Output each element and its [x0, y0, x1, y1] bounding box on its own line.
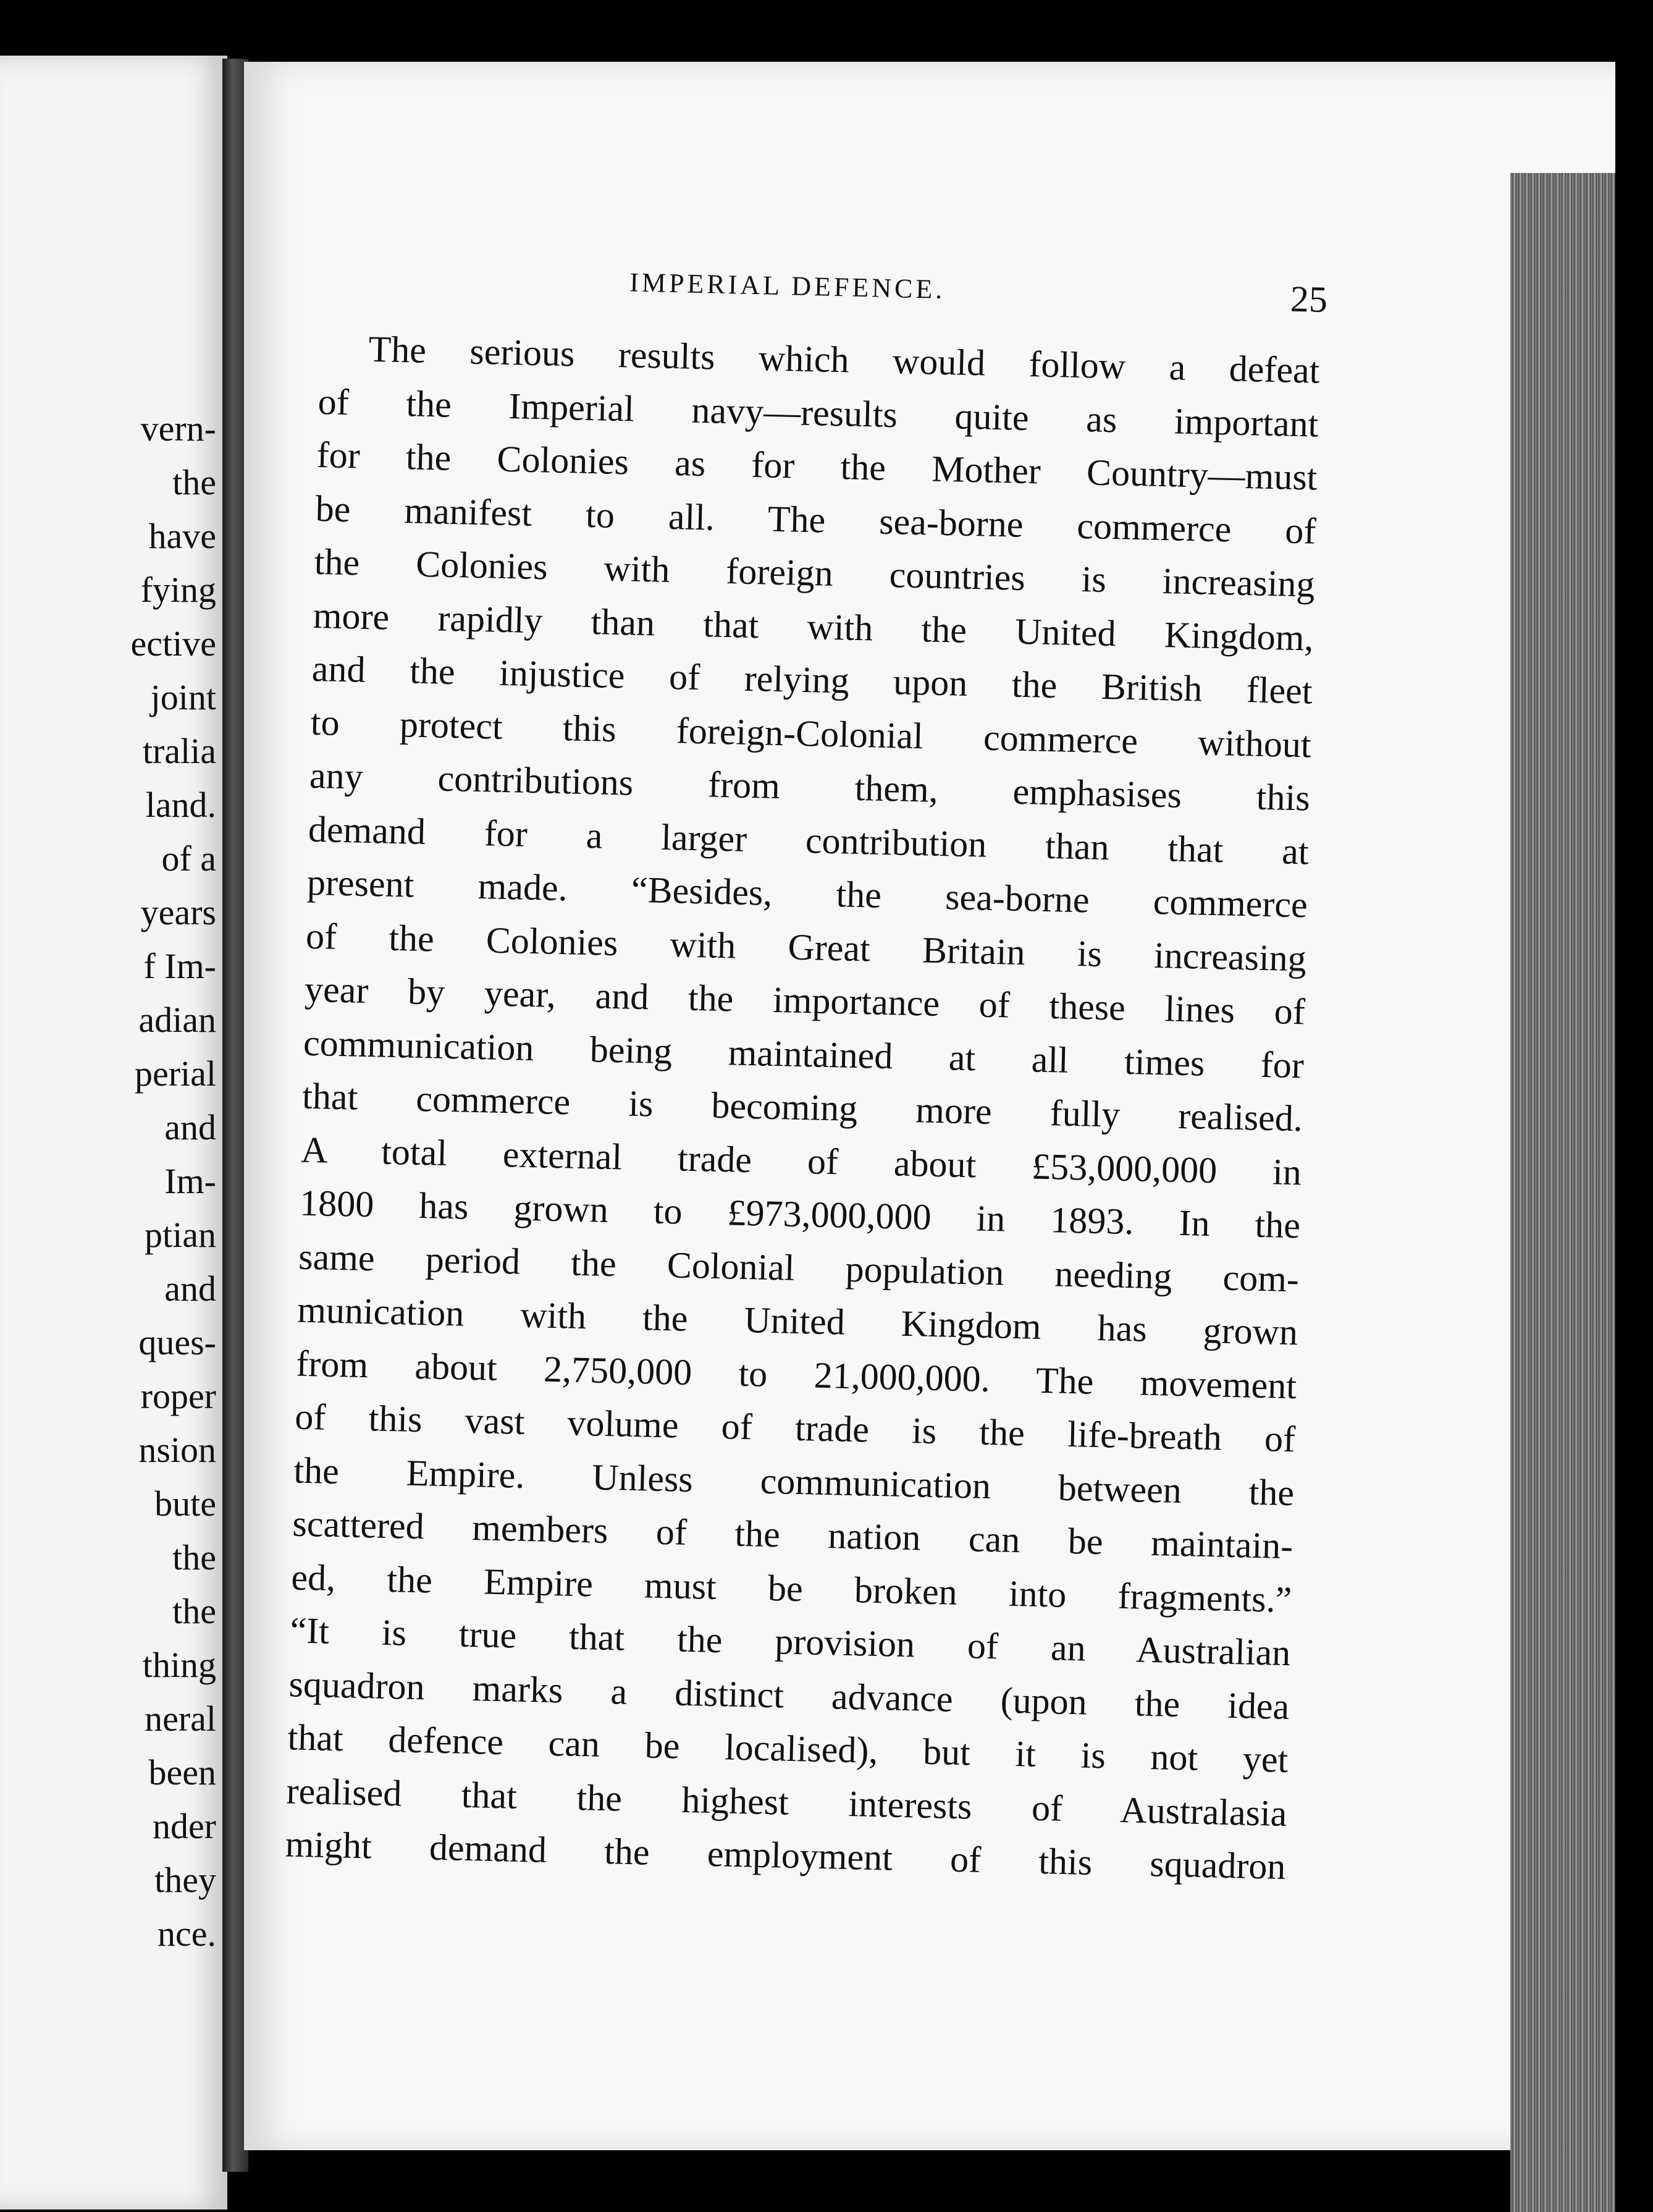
left-line: vern-: [140, 408, 216, 449]
left-line: nsion: [138, 1430, 216, 1470]
page-content: [285, 260, 1328, 1894]
text-line: might demand the employment of this squadron: [285, 1823, 1287, 1888]
left-line: the: [172, 1591, 216, 1631]
text-line: that defence can be localised), but it is not yet: [287, 1716, 1289, 1781]
left-page-text: [131, 402, 216, 1961]
text-line: “It is true that the provision of an Australian: [289, 1610, 1291, 1674]
text-line: 1800 has grown to £973,000,000 in 1893. In the: [299, 1182, 1301, 1246]
text-line: for the Colonies as for the Mother Country—must: [316, 434, 1318, 498]
text-line: of this vast volume of trade is the life-breath of: [294, 1396, 1296, 1460]
text-line: present made. “Besides, the sea-borne commerce: [306, 861, 1308, 926]
left-line: nce.: [158, 1914, 216, 1954]
text-line: more rapidly than that with the United Kingdom,: [313, 594, 1314, 659]
left-line: thing: [142, 1645, 216, 1685]
text-line: of the Imperial navy—results quite as important: [318, 381, 1319, 445]
left-line: the: [172, 1537, 216, 1577]
left-facing-page: [0, 56, 227, 2210]
text-line: ed, the Empire must be broken into fragments.”: [290, 1556, 1292, 1620]
text-line: year by year, and the importance of these lines of: [304, 968, 1306, 1032]
left-line: f Im-: [143, 946, 216, 986]
left-line: they: [154, 1860, 216, 1900]
left-line: ptian: [145, 1215, 216, 1255]
text-line: the Colonies with foreign countries is increasing: [314, 541, 1316, 605]
text-line: demand for a larger contribution than that at: [308, 808, 1310, 872]
left-line: joint: [150, 677, 216, 717]
left-line: bute: [154, 1484, 216, 1524]
left-line: perial: [134, 1053, 216, 1094]
left-line: Im-: [164, 1161, 216, 1201]
text-line: munication with the United Kingdom has grown: [297, 1289, 1298, 1353]
text-line: The serious results which would follow a defeat: [368, 328, 1321, 391]
left-line: adian: [138, 1000, 216, 1040]
left-line: fying: [140, 570, 216, 610]
left-line: of a: [161, 838, 216, 879]
left-line: been: [148, 1752, 216, 1792]
running-title: IMPERIAL DEFENCE.: [629, 267, 946, 305]
left-line: neral: [145, 1699, 216, 1739]
text-line: same period the Colonial population needing com-: [298, 1236, 1300, 1299]
text-line: realised that the highest interests of Australasia: [286, 1770, 1288, 1834]
page-number: 25: [1290, 278, 1328, 320]
text-line: scattered members of the nation can be maintain-: [292, 1503, 1293, 1567]
text-line: squadron marks a distinct advance (upon the idea: [288, 1663, 1290, 1727]
left-line: roper: [140, 1376, 216, 1416]
text-line: that commerce is becoming more fully realised.: [301, 1075, 1303, 1139]
text-line: communication being maintained at all times for: [303, 1022, 1305, 1086]
text-line: from about 2,750,000 to 21,000,000. The movement: [295, 1343, 1297, 1406]
left-line: and: [164, 1269, 216, 1309]
text-line: A total external trade of about £53,000,000 in: [300, 1129, 1302, 1193]
left-line: ques-: [138, 1322, 216, 1362]
text-line: any contributions from them, emphasises this: [309, 754, 1311, 819]
body-text: [285, 321, 1320, 1894]
left-line: years: [140, 892, 216, 932]
text-line: to protect this foreign-Colonial commerce without: [310, 701, 1312, 766]
text-line: the Empire. Unless communication between the: [293, 1450, 1295, 1513]
left-line: tralia: [142, 731, 216, 771]
left-line: land.: [145, 785, 216, 825]
text-line: be manifest to all. The sea-borne commerce of: [315, 488, 1317, 552]
left-line: ective: [130, 623, 216, 664]
text-line: of the Colonies with Great Britain is increasing: [305, 915, 1307, 979]
left-line: and: [164, 1107, 216, 1147]
left-line: have: [148, 516, 216, 556]
left-line: nder: [152, 1806, 216, 1846]
text-line: and the injustice of relying upon the British fleet: [311, 648, 1313, 712]
page-edges: [1510, 173, 1615, 2212]
left-line: the: [172, 462, 216, 502]
